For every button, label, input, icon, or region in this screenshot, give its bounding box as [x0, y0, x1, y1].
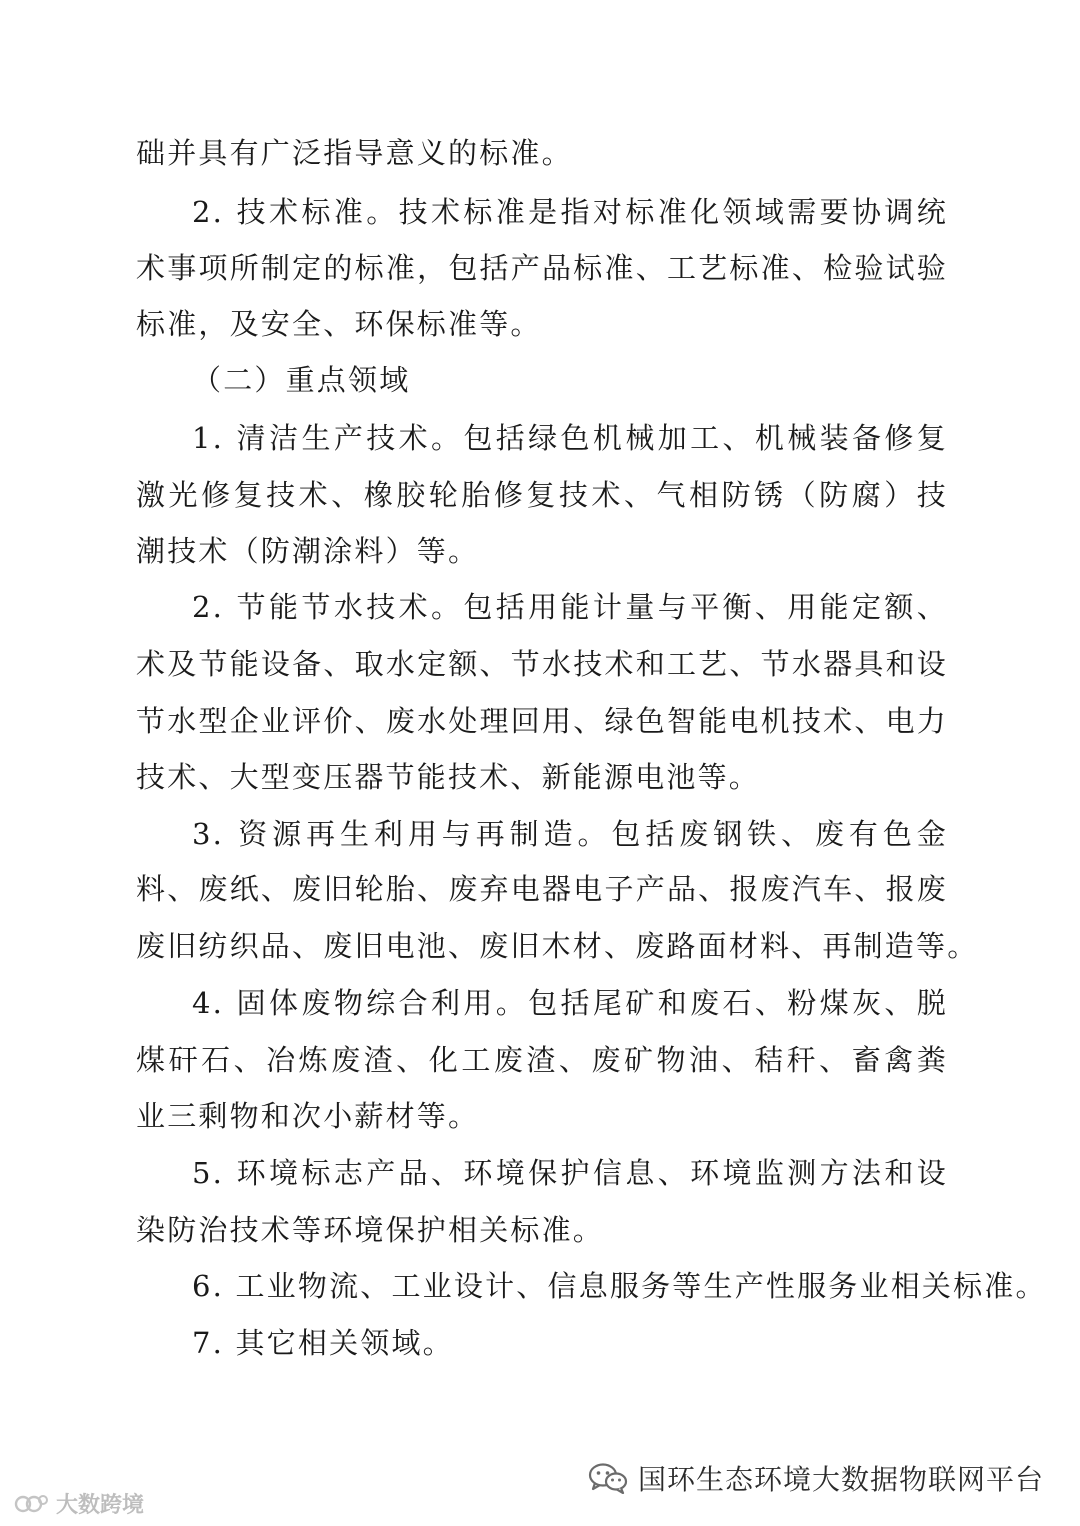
watermark [14, 1488, 144, 1519]
text-line: 节水型企业评价、废水处理回用、绿色智能电机技术、电力 [136, 704, 948, 738]
text-line: 标准，及安全、环保标准等。 [136, 307, 542, 341]
brand-text: 国环生态环境大数据物联网平台 [637, 1463, 1044, 1496]
text-line: 5. 环境标志产品、环境保护信息、环境监测方法和设 [192, 1156, 948, 1190]
text-line: 煤矸石、冶炼废渣、化工废渣、废矿物油、秸秆、畜禽粪 [136, 1043, 948, 1077]
text-line: 4. 固体废物综合利用。包括尾矿和废石、粉煤灰、脱 [192, 986, 948, 1020]
text-line: 1. 清洁生产技术。包括绿色机械加工、机械装备修复 [192, 421, 948, 455]
section-heading: （二）重点领域 [192, 363, 411, 397]
text-line: 料、废纸、废旧轮胎、废弃电器电子产品、报废汽车、报废 [136, 872, 948, 906]
wechat-icon [588, 1462, 628, 1494]
text-line: 术及节能设备、取水定额、节水技术和工艺、节水器具和设 [136, 647, 948, 681]
watermark-text: 大数跨境 [56, 1493, 145, 1518]
text-line: 潮技术（防潮涂料）等。 [136, 534, 480, 568]
watermark-logo-icon [14, 1492, 50, 1516]
wechat-account-brand [588, 1458, 1044, 1498]
text-line: 3. 资源再生利用与再制造。包括废钢铁、废有色金 [192, 817, 948, 851]
text-line: 础并具有广泛指导意义的标准。 [136, 136, 573, 170]
text-line: 术事项所制定的标准，包括产品标准、工艺标准、检验试验 [136, 251, 948, 285]
text-line: 业三剩物和次小薪材等。 [136, 1099, 480, 1133]
text-line: 2. 技术标准。技术标准是指对标准化领域需要协调统 [192, 195, 948, 229]
text-line: 染防治技术等环境保护相关标准。 [136, 1213, 605, 1247]
text-line: 7. 其它相关领域。 [192, 1326, 454, 1360]
text-line: 2. 节能节水技术。包括用能计量与平衡、用能定额、 [192, 590, 948, 624]
text-line: 废旧纺织品、废旧电池、废旧木材、废路面材料、再制造等。 [136, 929, 979, 963]
text-line: 技术、大型变压器节能技术、新能源电池等。 [136, 760, 761, 794]
text-line: 激光修复技术、橡胶轮胎修复技术、气相防锈（防腐）技 [136, 478, 948, 512]
text-line: 6. 工业物流、工业设计、信息服务等生产性服务业相关标准。 [192, 1269, 1047, 1303]
